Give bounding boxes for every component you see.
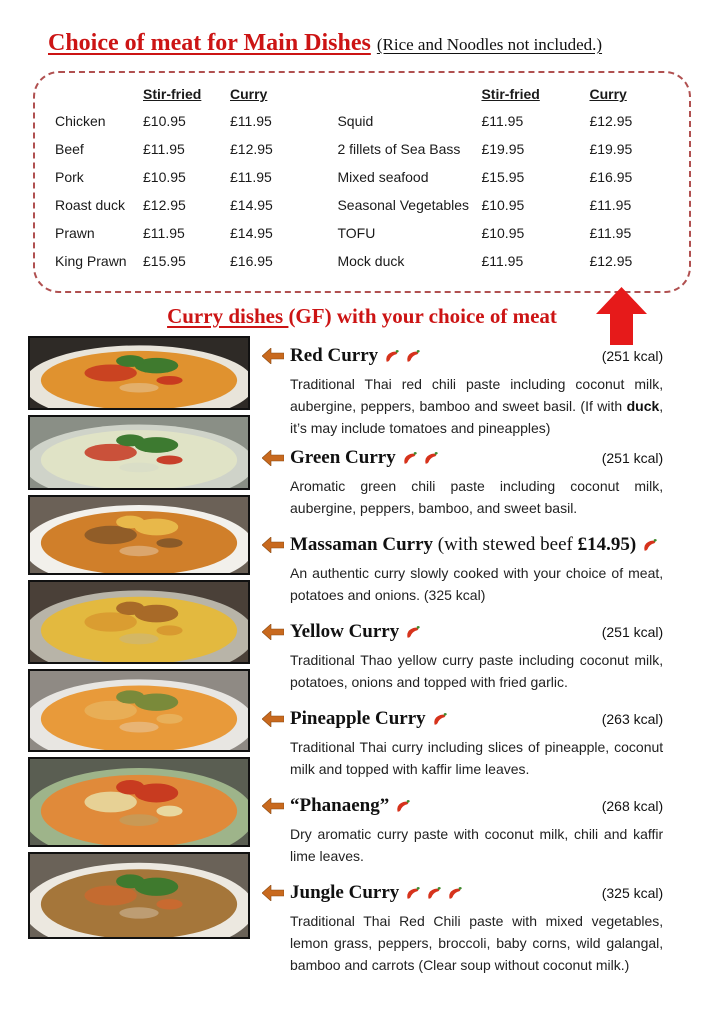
table-row: 2 fillets of Sea Bass £19.95 £19.95 (337, 141, 633, 157)
table-header-row (55, 81, 315, 107)
kcal-label: (251 kcal) (601, 624, 664, 640)
col-header-stir-fried: Stir-fried (481, 86, 540, 102)
chili-icon (432, 711, 449, 728)
orange-left-arrow-icon (262, 450, 284, 466)
orange-left-arrow-icon (262, 798, 284, 814)
chili-icon (426, 885, 443, 902)
chili-icon (642, 537, 659, 554)
dish-name: “Phanaeng” (290, 795, 390, 816)
dish-description: Traditional Thai Red Chili paste with mixed vegetables, lemon grass, peppers, broccoli, baby corns, wild galangal, bamboo and carrots (Clear soup without coconut milk.) (290, 913, 664, 973)
dish-phanaeng-curry (262, 795, 663, 867)
table-row: Beef £11.95 £12.95 (55, 141, 273, 157)
chili-icons (405, 885, 468, 902)
table-header-row (337, 81, 669, 107)
chili-icon (405, 624, 422, 641)
dish-description: Dry aromatic curry paste with coconut milk, chili and kaffir lime leaves. (290, 826, 664, 864)
chili-icon (405, 885, 422, 902)
orange-left-arrow-icon (262, 885, 284, 901)
dish-name: Massaman Curry (with stewed beef £14.95) (290, 534, 637, 555)
dish-description: Aromatic green chili paste including coconut milk, aubergine, peppers, bamboo, and sweet basil. (290, 478, 664, 516)
dish-red-curry (262, 345, 663, 439)
orange-left-arrow-icon (262, 624, 284, 640)
kcal-label: (263 kcal) (601, 711, 664, 727)
dish-text-column (250, 334, 663, 991)
col-header-curry: Curry (230, 86, 268, 102)
dish-name: Jungle Curry (290, 882, 400, 903)
red-up-arrow-icon (596, 287, 647, 345)
dish-description: Traditional Thao yellow curry paste including coconut milk, potatoes, onions and topped with fried garlic. (290, 652, 664, 690)
chili-icons (384, 348, 426, 365)
col-header-stir-fried: Stir-fried (143, 86, 202, 102)
dish-name: Red Curry (290, 345, 379, 366)
kcal-label: (268 kcal) (601, 798, 664, 814)
table-row: Roast duck £12.95 £14.95 (55, 197, 273, 213)
chili-icons (402, 450, 444, 467)
chili-icons (405, 624, 426, 641)
section-title-rest: (GF) with your choice of meat (288, 304, 557, 328)
section-title-underlined: Curry dishes (167, 304, 289, 328)
orange-left-arrow-icon (262, 624, 284, 640)
chili-icon (402, 450, 419, 467)
orange-left-arrow-icon (262, 711, 284, 727)
green-curry-photo (28, 415, 250, 490)
dish-name: Pineapple Curry (290, 708, 426, 729)
chili-icons (642, 537, 663, 554)
page-title: Choice of meat for Main Dishes (48, 30, 371, 56)
orange-left-arrow-icon (262, 798, 284, 814)
dish-name: Yellow Curry (290, 621, 400, 642)
dish-description: Traditional Thai curry including slices of pineapple, coconut milk and topped with kaffir lime leaves. (290, 739, 664, 777)
chili-icon (384, 348, 401, 365)
orange-left-arrow-icon (262, 348, 284, 364)
dish-yellow-curry (262, 621, 663, 693)
chili-icons (432, 711, 453, 728)
table-row: TOFU £10.95 £11.95 (337, 225, 632, 241)
chili-icon (447, 885, 464, 902)
table-row: Prawn £11.95 £14.95 (55, 225, 273, 241)
pineapple-curry-photo (28, 669, 250, 752)
massaman-curry-photo (28, 495, 250, 575)
kcal-label: (251 kcal) (601, 348, 664, 364)
red-curry-photo (28, 336, 250, 410)
table-row: King Prawn £15.95 £16.95 (55, 253, 273, 269)
table-row: Seasonal Vegetables £10.95 £11.95 (337, 197, 632, 213)
orange-left-arrow-icon (262, 537, 284, 553)
orange-left-arrow-icon (262, 885, 284, 901)
dish-massaman-curry (262, 534, 663, 606)
kcal-label: (325 kcal) (601, 885, 664, 901)
table-row: Pork £10.95 £11.95 (55, 169, 272, 185)
orange-left-arrow-icon (262, 450, 284, 466)
page-header (48, 30, 724, 57)
chili-icon (395, 798, 412, 815)
table-row: Mixed seafood £15.95 £16.95 (337, 169, 633, 185)
dish-photo-column (28, 334, 250, 991)
dish-description: Traditional Thai red chili paste including coconut milk, aubergine, peppers, bamboo and sweet basil. (If with duck, it’s may include tomatoes and pineapples) (290, 376, 664, 436)
chili-icon (405, 348, 422, 365)
phanaeng-curry-photo (28, 757, 250, 847)
orange-left-arrow-icon (262, 348, 284, 364)
curry-dish-list (28, 334, 664, 991)
table-row: Chicken £10.95 £11.95 (55, 113, 272, 129)
page-subtitle: (Rice and Noodles not included.) (376, 35, 603, 54)
price-table-right (337, 81, 669, 275)
table-row: Mock duck £11.95 £12.95 (337, 253, 633, 269)
yellow-curry-photo (28, 580, 250, 664)
dish-green-curry (262, 447, 663, 519)
dish-jungle-curry (262, 882, 663, 976)
col-header-curry: Curry (589, 86, 627, 102)
dish-description: An authentic curry slowly cooked with your choice of meat, potatoes and onions. (325 kcal) (290, 565, 664, 603)
orange-left-arrow-icon (262, 711, 284, 727)
chili-icons (395, 798, 416, 815)
jungle-curry-photo (28, 852, 250, 939)
dish-pineapple-curry (262, 708, 663, 780)
orange-left-arrow-icon (262, 537, 284, 553)
meat-price-box (33, 71, 691, 293)
chili-icon (423, 450, 440, 467)
price-table-left (55, 81, 315, 275)
table-row: Squid £11.95 £12.95 (337, 113, 633, 129)
kcal-label: (251 kcal) (601, 450, 664, 466)
dish-name: Green Curry (290, 447, 396, 468)
